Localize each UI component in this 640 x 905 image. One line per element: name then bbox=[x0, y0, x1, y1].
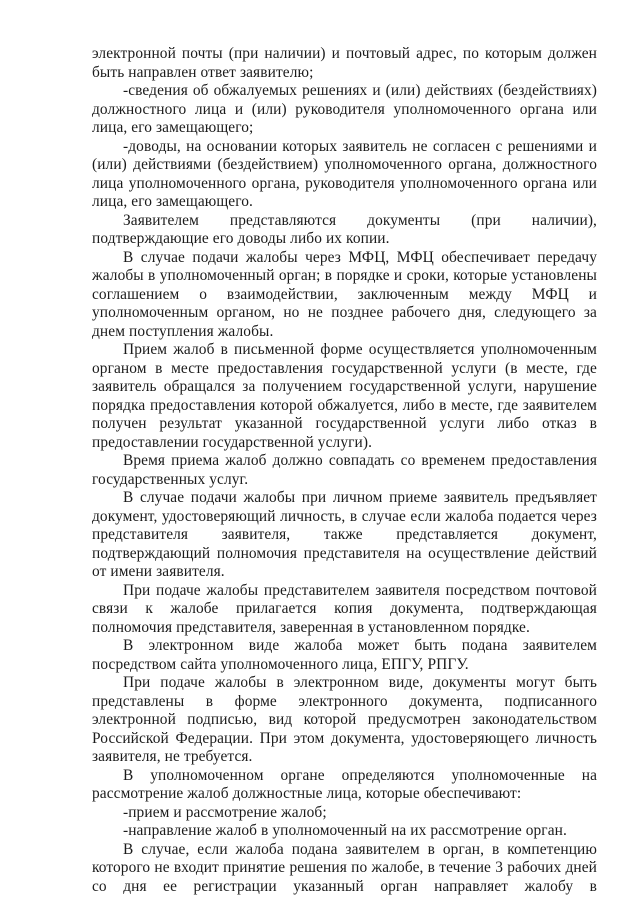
paragraph-written-complaints: Прием жалоб в письменной форме осуществляется уполномоченным органом в месте предоставления государственной услуги (в месте, где заявитель обращался за получением государственной услуги, нарушение порядка предоставления которой обжалуется, либо в месте, где заявителем получен результат указанной государственной услуги либо отказ в предоставлении государственной услуги). bbox=[92, 341, 597, 451]
paragraph-reception-time: Время приема жалоб должно совпадать со временем предоставления государственных услуг. bbox=[92, 452, 597, 488]
paragraph-electronic-submission: В электронном виде жалоба может быть подана заявителем посредством сайта уполномоченного лица, ЕПГУ, РПГУ. bbox=[92, 637, 597, 673]
paragraph-electronic-documents: При подаче жалобы в электронном виде, документы могут быть представлены в форме электронного документа, подписанного электронной подписью, вид которой предусмотрен законодательством Российской Федерации. При этом документа, удостоверяющего личность заявителя, не требуется. bbox=[92, 674, 597, 765]
list-item-forwarding: -направление жалоб в уполномоченный на их рассмотрение орган. bbox=[123, 822, 567, 839]
paragraph-postal-submission: При подаче жалобы представителем заявителя посредством почтовой связи к жалобе прилагается копия документа, подтверждающая полномочия представителя, заверенная в установленном порядке. bbox=[92, 581, 597, 636]
paragraph-mfc-submission: В случае подачи жалобы через МФЦ, МФЦ обеспечивает передачу жалобы в уполномоченный орган; в порядке и сроки, которые установлены соглашением о взаимодействии, заключенным между МФЦ и уполномоченным органом, но не позднее рабочего дня, следующего за днем поступления жалобы. bbox=[92, 248, 597, 340]
paragraph-response-address: электронной почты (при наличии) и почтовый адрес, по которым должен быть направлен ответ заявителю; bbox=[92, 45, 597, 81]
paragraph-supporting-documents: Заявителем представляются документы (при наличии), подтверждающие его доводы либо их копии. bbox=[92, 211, 597, 247]
document-body bbox=[92, 45, 597, 896]
paragraph-authorized-officials: В уполномоченном органе определяются уполномоченные на рассмотрение жалоб должностные лица, которые обеспечивают: bbox=[92, 766, 597, 802]
paragraph-appealed-decisions: -сведения об обжалуемых решениях и (или) действиях (бездействиях) должностного лица и (или) руководителя уполномоченного органа или лица, его замещающего; bbox=[92, 82, 597, 136]
paragraph-wrong-authority: В случае, если жалоба подана заявителем в орган, в компетенцию которого не входит принятие решения по жалобе, в течение 3 рабочих дней со дня ее регистрации указанный орган направляет жалобу в bbox=[92, 840, 597, 895]
list-item-reception: -прием и рассмотрение жалоб; bbox=[123, 803, 327, 821]
paragraph-arguments: -доводы, на основании которых заявитель не согласен с решениями и (или) действиями (бездействием) уполномоченного органа, должностного лица уполномоченного органа, руководителя уполномоченного органа или лица, его замещающего. bbox=[92, 137, 597, 210]
paragraph-personal-reception: В случае подачи жалобы при личном приеме заявитель предъявляет документ, удостоверяющий личность, в случае если жалоба подается через представителя заявителя, также представляется документ, подтверждающий полномочия представителя на осуществление действий от имени заявителя. bbox=[92, 489, 597, 580]
